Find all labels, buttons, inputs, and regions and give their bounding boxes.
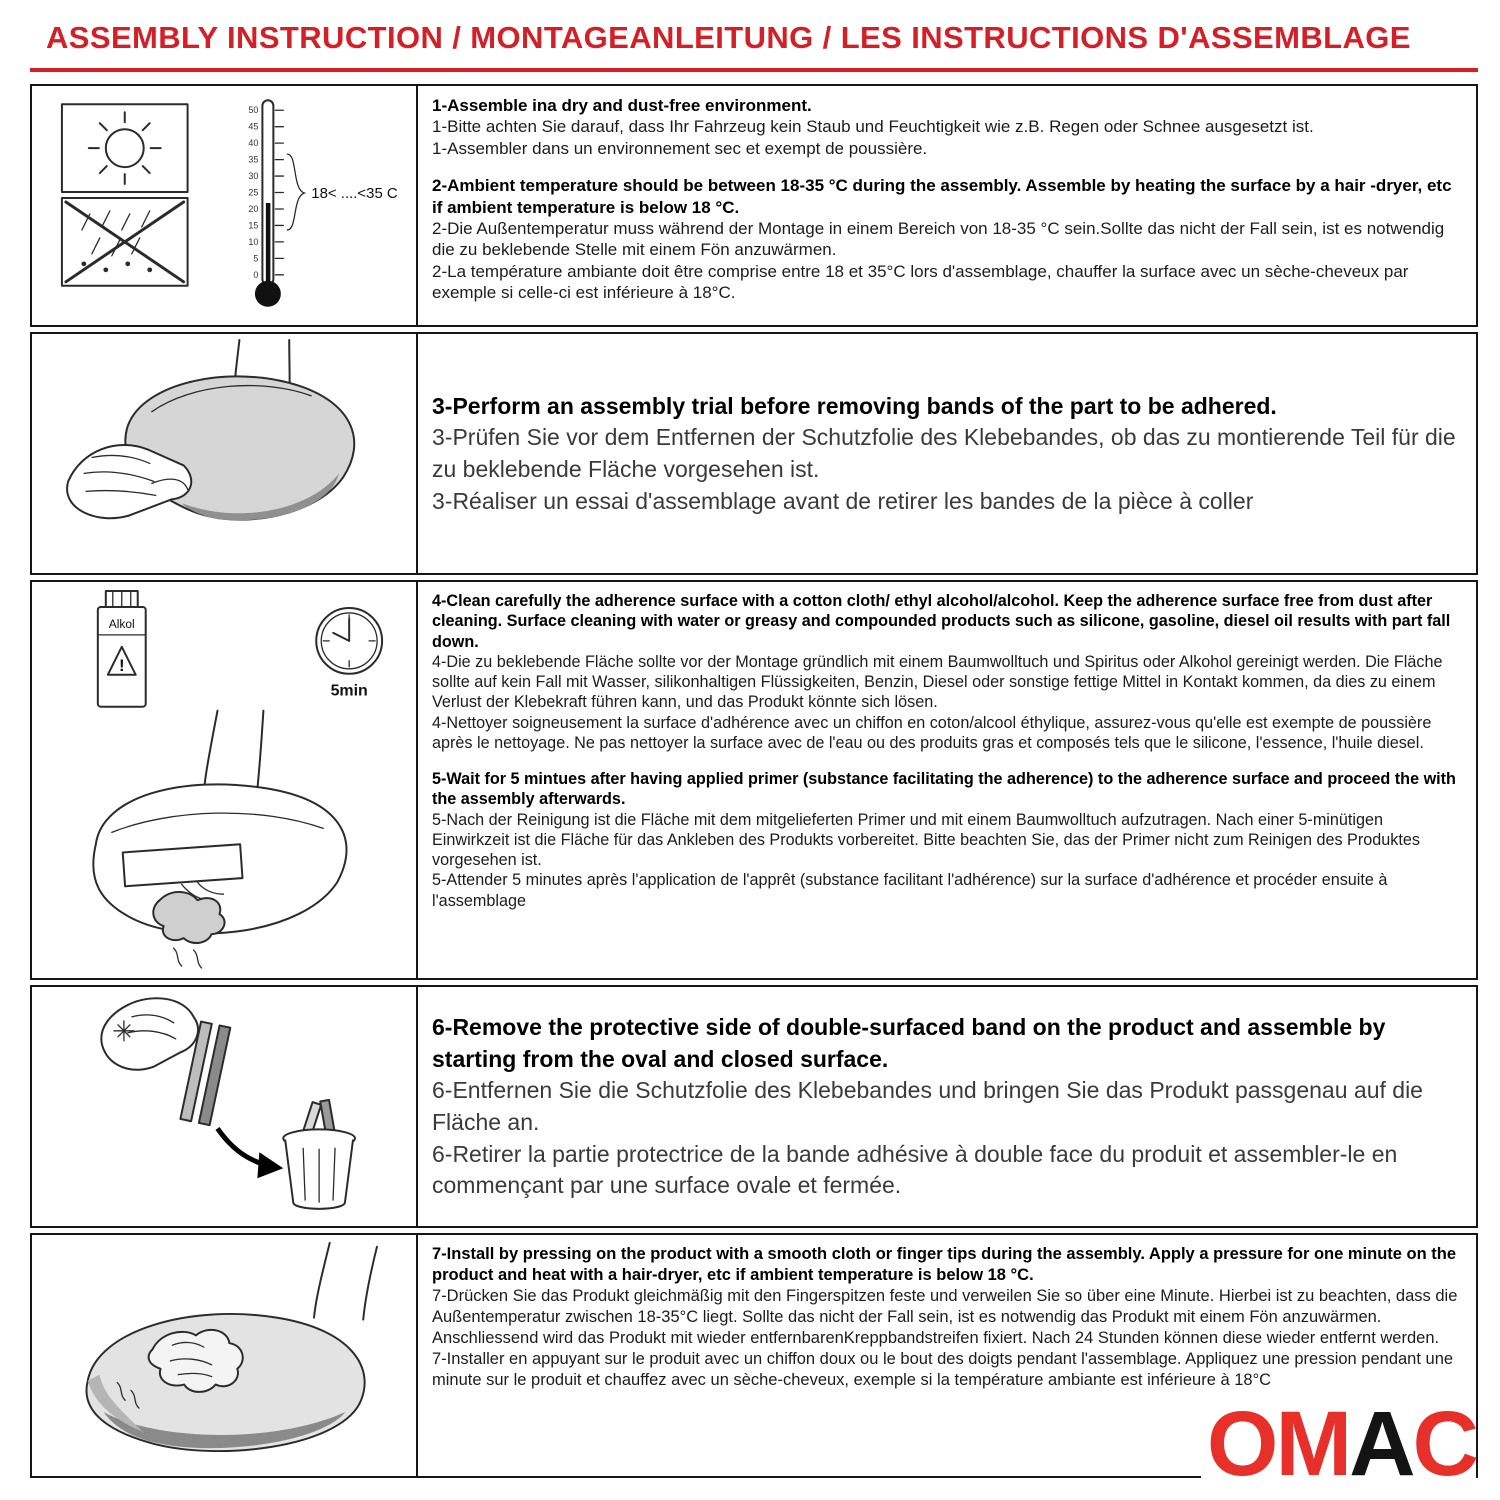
instruction-paragraph: 3-Prüfen Sie vor dem Entfernen der Schutzfolie des Klebebandes, ob das zu montierende Teil für die zu beklebende Fläche vorgesehen ist. [432,424,1456,482]
instructions-text-4-5 [416,580,1478,980]
instruction-paragraph: 5-Nach der Reinigung ist die Fläche mit dem mitgelieferten Primer und mit einem Baumwolltuch aufzutragen. Nach einer 5-minütigen Einwirkzeit ist die Fläche für das Ankleben des Produkts vorbereitet. Bitte beachten Sie, das der Primer nicht zum Reinigen des Produktes vorgesehen ist. [432,810,1420,869]
sun-icon [62,104,188,192]
logo-part-c: C [1412,1392,1476,1495]
instruction-paragraph: 1-Bitte achten Sie darauf, dass Ihr Fahrzeug kein Staub und Feuchtigkeit wie z.B. Regen oder Schnee ausgesetzt ist. [432,117,1314,137]
thermometer-scale-number: 15 [248,220,259,231]
arrow-head [257,1152,283,1178]
trash-can-icon [283,1100,355,1209]
no-rain-icon [62,198,188,286]
thermometer-scale-number: 35 [248,154,259,165]
instruction-paragraph: 4-Clean carefully the adherence surface with a cotton cloth/ ethyl alcohol/alcohol. Keep the adherence surface free from dust after cleaning. Surface cleaning with water or greasy and compounded products such as silicone, gasoline, diesel oil results with part fall down. [432,592,1451,651]
instruction-paragraph: 6-Entfernen Sie die Schutzfolie des Klebebandes und bringen Sie das Produkt passgenau auf die Fläche an. [432,1077,1423,1135]
instruction-paragraph: 5-Wait for 5 mintues after having applied primer (substance facilitating the adherence) to the adherence surface and proceed the with the assembly afterwards. [432,770,1456,809]
instruction-paragraph: 1-Assembler dans un environnement sec et exempt de poussière. [432,138,928,158]
instruction-paragraph: 6-Retirer la partie protectrice de la bande adhésive à double face du produit et assembler-le en commençant par une surface ovale et fermée. [432,1140,1398,1199]
warning-icon: ! [118,655,125,675]
hand-with-strips-sketch [101,998,230,1125]
section-assembly-trial [30,332,1478,575]
pressing-svg [32,1235,416,1476]
environment-temperature-svg [32,88,416,323]
mirror-trial-svg [32,334,416,573]
instruction-paragraph: 2-Die Außentemperatur muss während der Montage in einem Bereich von 18-35 °C sein.Sollte das nicht der Fall sein, ist es notwendig die zu beklebende Stelle mit einem Fön anzuwärmen. [432,219,1445,260]
instruction-paragraph: 5-Attender 5 minutes après l'application de l'apprêt (substance facilitant l'adhérence) sur la surface d'adhérence et procéder ensuite à l'assemblage [432,871,1388,910]
instruction-paragraph: 7-Drücken Sie das Produkt gleichmäßig mit den Fingerspitzen feste und verweilen Sie so über eine Minute. Hierbei ist zu beachten, dass die Außentemperatur zwischen 18-35°C liegt. Sollte das nicht der Fall sein, ist es notwendig das Produkt mit einem Fön anzuwärmen. Anschliessend wird das Produkt mit wieder entfernbarenKreppbandstreifen fixiert. Nach 24 Stunden können diese wieder entfernt werden. [432,1286,1458,1347]
mirror-cleaning-sketch [93,711,346,968]
logo-part-a: A [1349,1392,1413,1495]
arrow-icon [218,1128,264,1164]
instruction-paragraph: 2-La température ambiante doit être comprise entre 18 et 35°C lors d'assemblage, chauffer la surface avec un sèche-cheveux par exemple si celle-ci est inférieure à 18°C. [432,261,1409,303]
instruction-paragraph: 4-Nettoyer soigneusement la surface d'adhérence avec un chiffon en coton/alcool éthylique, assurez-vous qu'elle est exempte de poussière après le nettoyage. Ne pas nettoyer la surface avec de l'eau ou des produits gras et composés tels que le silicone, l'essence, l'huile diesel. [432,713,1432,752]
cleaning-svg [32,583,416,977]
alcohol-bottle-icon [98,591,146,707]
title-underline [30,68,1478,72]
clock-duration-label: 5min [330,682,368,700]
thermometer-scale-number: 50 [248,105,259,116]
thermometer-scale-number: 40 [248,138,259,149]
thermometer-scale-number: 30 [248,171,259,182]
instructions-text-6 [416,985,1478,1228]
section-cleaning-primer [30,580,1478,980]
thermometer-icon [248,100,398,306]
temperature-range-label: 18< ....<35 C [311,185,398,203]
clock-icon [316,608,382,700]
thermometer-scale-number: 5 [253,253,259,264]
instruction-paragraph: 2-Ambient temperature should be between 18-35 °C during the assembly. Assemble by heating the surface by a hair -dryer, etc if ambient temperature is below 18 °C. [432,176,1452,217]
instruction-paragraph: 3-Perform an assembly trial before removing bands of the part to be adhered. [432,392,1277,419]
pressing-illustration [30,1233,418,1478]
instruction-paragraph: 7-Installer en appuyant sur le produit avec un chiffon doux ou le bout des doigts pendant l'assemblage. Appliquez une pression pendant une minute sur le produit et chauffez avec un sèche-cheveux, exemple si la température ambiante est inférieure à 18°C [432,1349,1454,1389]
thermometer-scale-number: 25 [248,187,259,198]
instruction-paragraph: 6-Remove the protective side of double-surfaced band on the product and assemble by starting from the oval and closed surface. [432,1013,1386,1072]
omac-logo [1201,1392,1476,1495]
instructions-text-3 [416,332,1478,575]
instructions-text-1-2 [416,84,1478,327]
alcohol-label: Alkol [108,616,135,631]
instruction-paragraph: 4-Die zu beklebende Fläche sollte vor der Montage gründlich mit einem Baumwolltuch und Spiritus oder Alkohol gereinigt werden. Die Fläche sollte auf kein Fall mit Wasser, silikonhaltigen Flüssigkeiten, Benzin, Diesel oder sonstige fettige Mittel in Kontakt kommen, da dies zu einem Verlust der Klebekraft führen kann, und das Produkt könnte sich lösen. [432,652,1443,712]
section-environment-temperature [30,84,1478,327]
environment-temperature-illustration [30,84,418,327]
cleaning-primer-illustration [30,580,418,980]
instruction-paragraph: 7-Install by pressing on the product with a smooth cloth or finger tips during the assembly. Apply a pressure for one minute on the product and heat with a hair-dryer, etc if ambient temperature is below 18 °C. [432,1245,1457,1284]
band-removal-illustration [30,985,418,1228]
page-title: ASSEMBLY INSTRUCTION / MONTAGEANLEITUNG / LES INSTRUCTIONS D'ASSEMBLAGE [46,20,1411,55]
thermometer-scale-number: 45 [248,121,259,132]
thermometer-scale [248,105,283,280]
thermometer-scale-number: 0 [253,269,259,280]
assembly-trial-illustration [30,332,418,575]
logo-part-om: OM [1206,1392,1350,1495]
thermometer-scale-number: 10 [248,236,259,247]
instruction-paragraph: 3-Réaliser un essai d'assemblage avant de retirer les bandes de la pièce à coller [432,487,1254,514]
section-band-removal [30,985,1478,1228]
thermometer-scale-number: 20 [248,203,259,214]
instruction-paragraph: 1-Assemble ina dry and dust-free environment. [432,96,812,115]
band-removal-svg [32,987,416,1226]
